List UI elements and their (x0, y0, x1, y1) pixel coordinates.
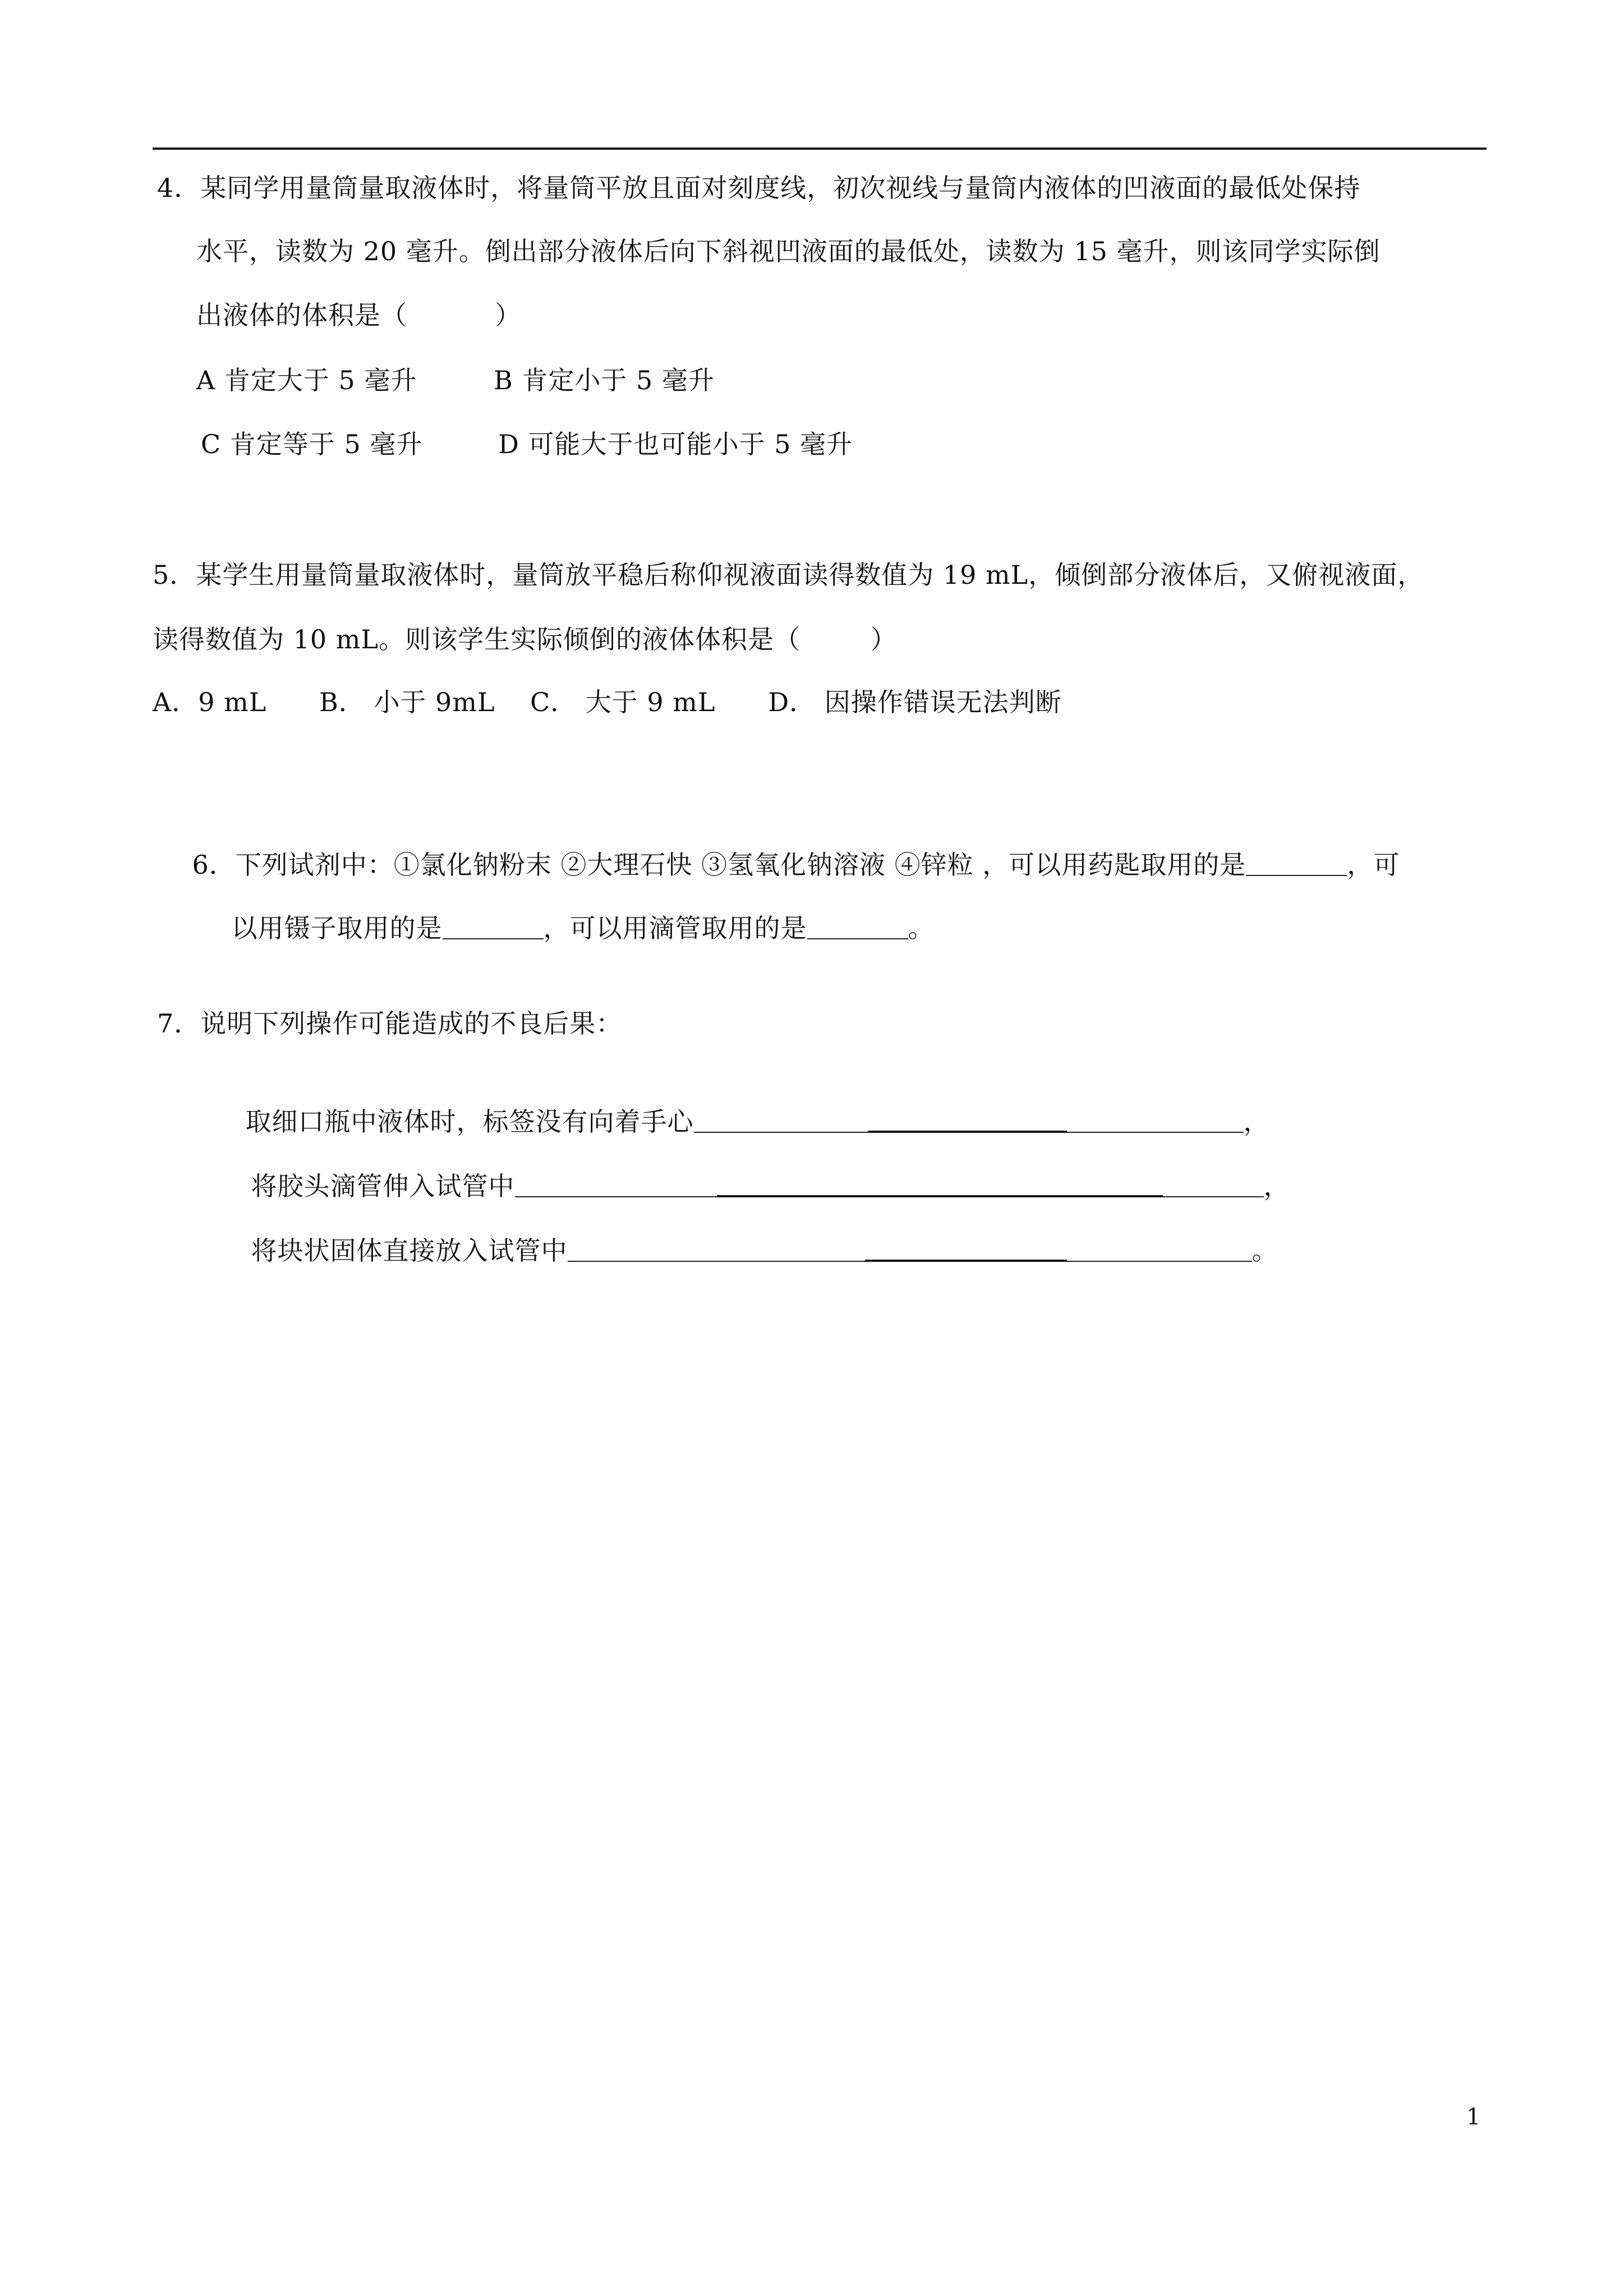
q7-item-3-text: 将块状固体直接放入试管中 (251, 1235, 568, 1266)
q6-line-1-text: 6．下列试剂中：①氯化钠粉末 ②大理石快 ③氢氧化钠溶液 ④锌粒 ，可以用药匙取用的是 (192, 850, 1246, 880)
q7-item-2 (216, 1136, 1290, 1201)
q6-line-2 (196, 878, 935, 943)
q6-blank-tweezers (443, 911, 544, 945)
q5-line-1: 5．某学生用量筒量取液体时，量筒放平稳后称仰视液面读得数值为 19 mL，倾倒部分液体后，又俯视液面， (153, 560, 1424, 590)
q7-item-1 (210, 1071, 1270, 1137)
q7-blank-2 (515, 1169, 1264, 1203)
page-number: 1 (1466, 2104, 1481, 2130)
q7-blank-1 (694, 1105, 1244, 1138)
q7-item-3-end: 。 (1252, 1235, 1278, 1266)
q7-item-2-end: ， (1263, 1171, 1290, 1201)
q7-item-2-text: 将胶头滴管伸入试管中 (251, 1171, 515, 1201)
header-rule (153, 147, 1487, 150)
q7-item-1-end: ， (1243, 1106, 1270, 1137)
q4-option-d: D 可能大于也可能小于 5 毫升 (498, 429, 853, 459)
q6-blank-spoon (1246, 848, 1347, 882)
q6-line-1 (157, 814, 1400, 880)
q6-line-2-text-b: ，可以用滴管取用的是 (543, 913, 807, 943)
q7-item-3 (216, 1200, 1278, 1266)
q7-title: 7．说明下列操作可能造成的不良后果： (157, 1008, 623, 1039)
q4-line-1: 4．某同学用量筒量取液体时，将量筒平放且面对刻度线，初次视线与量筒内液体的凹液面的最低处保持 (157, 173, 1361, 203)
q6-line-2-text-a: 以用镊子取用的是 (231, 913, 443, 943)
q5-line-2: 读得数值为 10 mL。则该学生实际倾倒的液体体积是（ ） (153, 624, 897, 654)
q4-option-b: B 肯定小于 5 毫升 (494, 365, 715, 395)
q6-blank-dropper (807, 911, 908, 945)
q7-blank-3 (568, 1234, 1252, 1267)
q4-option-c: C 肯定等于 5 毫升 (201, 429, 423, 459)
q5-options: A．9 mL B． 小于 9mL C． 大于 9 mL D． 因操作错误无法判断 (153, 687, 1062, 717)
q4-line-3: 出液体的体积是（ ） (196, 300, 522, 330)
q4-line-2: 水平，读数为 20 毫升。倒出部分液体后向下斜视凹液面的最低处，读数为 15 毫升，则该同学实际倒 (196, 236, 1381, 266)
q7-item-1-text: 取细口瓶中液体时，标签没有向着手心 (245, 1106, 694, 1137)
q6-line-1-end: ，可 (1347, 850, 1400, 880)
q4-option-a: A 肯定大于 5 毫升 (196, 365, 417, 395)
q6-line-2-end: 。 (908, 913, 935, 943)
